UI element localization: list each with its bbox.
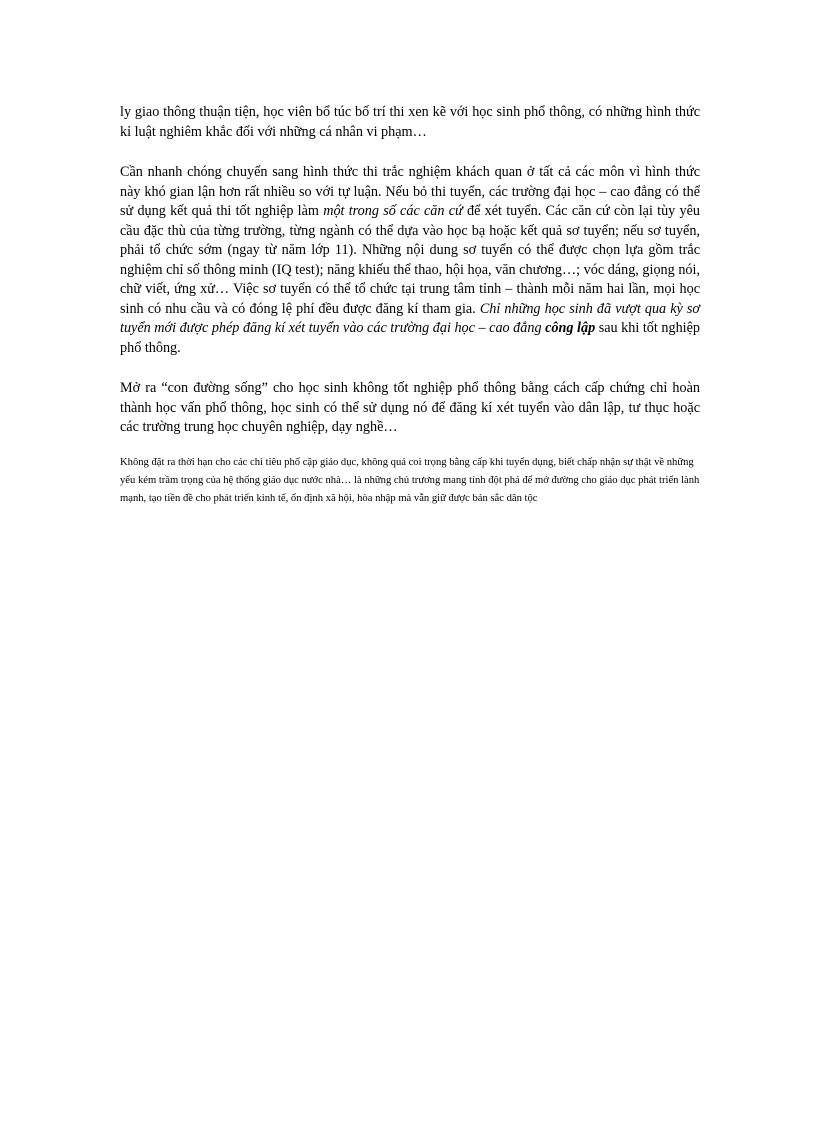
paragraph-2-italic-1: một trong số các căn cứ [323, 203, 463, 219]
paragraph-2 [120, 163, 700, 358]
paragraph-4: Không đặt ra thời hạn cho các chỉ tiêu phổ cập giáo dục, không quá coi trọng bằng cấp khi tuyển dụng, biết chấp nhận sự thật về những yếu kém trầm trọng của hệ thống giáo dục nước nhà… là những chủ trương mang tính đột phá để mở đường cho giáo dục phát triển lành mạnh, tạo tiền đề cho phát triển kinh tế, ổn định xã hội, hòa nhập mà vẫn giữ được bản sắc dân tộc [120, 456, 700, 505]
paragraph-gap [120, 438, 700, 454]
paragraph-3: Mở ra “con đường sống” cho học sinh không tốt nghiệp phổ thông bằng cách cấp chứng chỉ hoàn thành học vấn phổ thông, học sinh có thể sử dụng nó để đăng kí xét tuyển vào dân lập, tư thục hoặc các trường trung học chuyên nghiệp, dạy nghề… [120, 380, 700, 435]
paragraph-1: ly giao thông thuận tiện, học viên bổ túc bố trí thi xen kẽ với học sinh phổ thông, có những hình thức kỉ luật nghiêm khắc đối với những cá nhân vi phạm… [120, 104, 700, 140]
paragraph-2-italic-2: Chỉ những học sinh đã vượt qua kỳ sơ tuyển mới được phép đăng kí xét tuyển vào các trường đại học – cao đẳng [120, 300, 701, 336]
paragraph-gap [120, 142, 700, 163]
paragraph-2-text-2: để xét tuyển. Các căn cứ còn lại tùy yêu cầu đặc thù của từng trường, từng ngành có thể dựa vào học bạ hoặc kết quả sơ tuyển; nếu sơ tuyển, phải tổ chức sớm (ngay từ năm lớp 11). Những nội dung sơ tuyển có thể được chọn lựa gồm trắc nghiệm chỉ số thông minh (IQ test); năng khiếu thể thao, hội họa, văn chương…; vóc dáng, giọng nói, chữ viết, ứng xử… Việc sơ tuyển có thể tổ chức tại trung tâm tỉnh – thành mỗi năm hai lần, mọi học sinh có nhu cầu và có đóng lệ phí đều được đăng kí tham gia. [120, 203, 700, 317]
paragraph-2-text-1: Cần nhanh chóng chuyển sang hình thức thi trắc nghiệm khách quan ở tất cả các môn vì hình thức này khó gian lận hơn rất nhiều so với tự luận. Nếu bỏ thi tuyển, các trường đại học – cao đẳng có thể sử dụng kết quả thi tốt nghiệp làm [120, 164, 700, 219]
paragraph-gap [120, 358, 700, 379]
paragraph-2-bold-italic: công lập [545, 320, 596, 336]
document-page [120, 103, 700, 508]
paragraph-2-text-3: sau khi tốt nghiệp phổ thông. [120, 320, 700, 356]
